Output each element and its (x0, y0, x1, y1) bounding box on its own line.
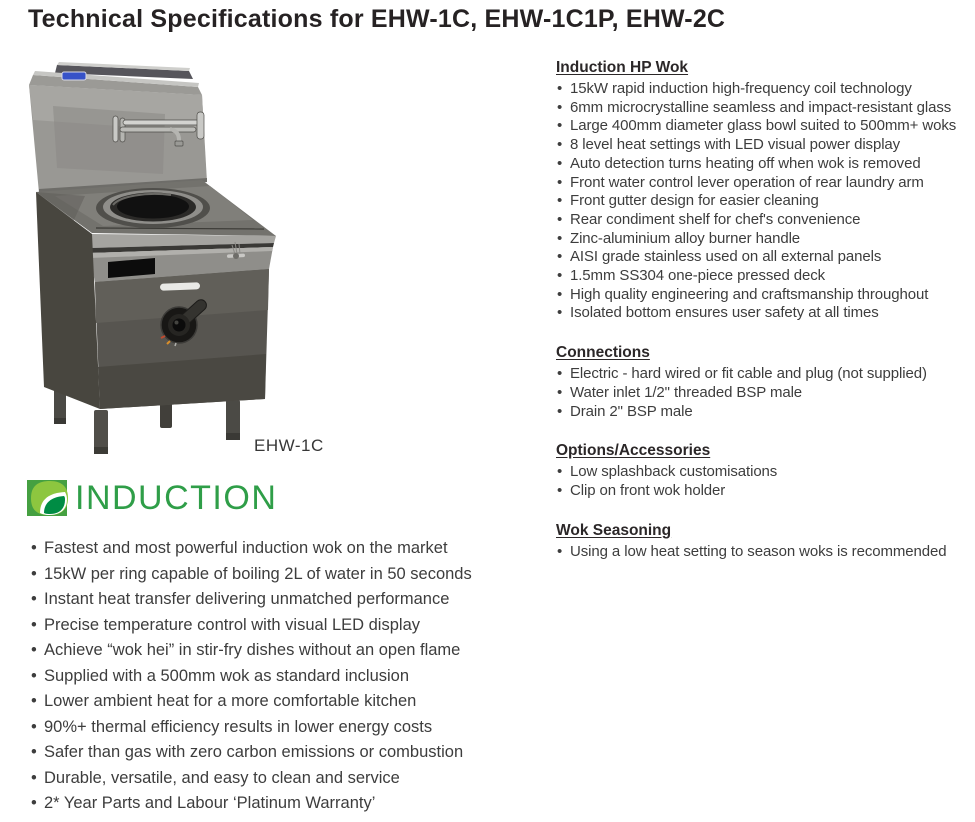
section-wok-seasoning (556, 522, 975, 562)
induction-brand-logo (27, 477, 277, 519)
spec-item: • Clip on front wok holder (556, 482, 975, 501)
feature-item: • Lower ambient heat for a more comfortable kitchen (30, 689, 520, 715)
spec-item: • AISI grade stainless used on all external panels (556, 248, 975, 267)
spec-item: • Drain 2" BSP male (556, 403, 975, 422)
feature-item: • Precise temperature control with visual LED display (30, 613, 520, 639)
section-heading: Induction HP Wok (556, 59, 689, 76)
spec-item: • Electric - hard wired or fit cable and plug (not supplied) (556, 365, 975, 384)
spec-item: • Front gutter design for easier cleaning (556, 192, 975, 211)
section-connections (556, 344, 975, 421)
spec-item: • 1.5mm SS304 one-piece pressed deck (556, 267, 975, 286)
feature-item: • Instant heat transfer delivering unmatched performance (30, 587, 520, 613)
spec-item: • Water inlet 1/2" threaded BSP male (556, 384, 975, 403)
spec-item: • Large 400mm diameter glass bowl suited to 500mm+ woks (556, 117, 975, 136)
spec-item: • 15kW rapid induction high-frequency coil technology (556, 80, 975, 99)
section-list (556, 365, 975, 421)
spec-item: • Front water control lever operation of rear laundry arm (556, 174, 975, 193)
spec-item: • Using a low heat setting to season woks is recommended (556, 543, 975, 562)
brand-badge (62, 72, 86, 80)
section-options-accessories (556, 442, 975, 500)
feature-item: • Durable, versatile, and easy to clean and service (30, 766, 520, 792)
page-title: Technical Specifications for EHW-1C, EHW-1C1P, EHW-2C (28, 5, 726, 33)
section-heading: Wok Seasoning (556, 521, 672, 539)
wok-cooker-illustration (15, 62, 345, 462)
product-model-caption: EHW-1C (254, 436, 324, 455)
spec-item: • Auto detection turns heating off when wok is removed (556, 155, 975, 174)
feature-item: • Supplied with a 500mm wok as standard inclusion (30, 664, 520, 690)
section-list (556, 463, 975, 500)
leaf-icon (27, 477, 71, 519)
spec-item: • High quality engineering and craftsmanship throughout (556, 286, 975, 305)
feature-item: • Achieve “wok hei” in stir-fry dishes without an open flame (30, 638, 520, 664)
wok-bowl (96, 188, 210, 228)
section-list (556, 543, 975, 562)
section-heading: Connections (556, 344, 650, 362)
section-list (556, 80, 975, 323)
section-induction-hp-wok (556, 59, 975, 323)
induction-brand-label: INDUCTION (75, 479, 278, 517)
spec-item: • 6mm microcrystalline seamless and impact-resistant glass (556, 99, 975, 118)
feature-item: • 90%+ thermal efficiency results in lower energy costs (30, 715, 520, 741)
spec-item: • Isolated bottom ensures user safety at all times (556, 304, 975, 323)
product-image (15, 62, 345, 462)
section-heading: Options/Accessories (556, 442, 711, 460)
feature-list (30, 536, 520, 817)
feature-item: • Safer than gas with zero carbon emissions or combustion (30, 740, 520, 766)
spec-item: • Zinc-aluminium alloy burner handle (556, 230, 975, 249)
spec-sections (556, 59, 975, 561)
door-handle-slot (160, 282, 200, 290)
feature-item: • 15kW per ring capable of boiling 2L of water in 50 seconds (30, 562, 520, 588)
feature-item: • Fastest and most powerful induction wok on the market (30, 536, 520, 562)
feature-item: • 2* Year Parts and Labour ‘Platinum Warranty’ (30, 791, 520, 817)
spec-item: • Rear condiment shelf for chef's convenience (556, 211, 975, 230)
spec-item: • Low splashback customisations (556, 463, 975, 482)
spec-item: • 8 level heat settings with LED visual power display (556, 136, 975, 155)
